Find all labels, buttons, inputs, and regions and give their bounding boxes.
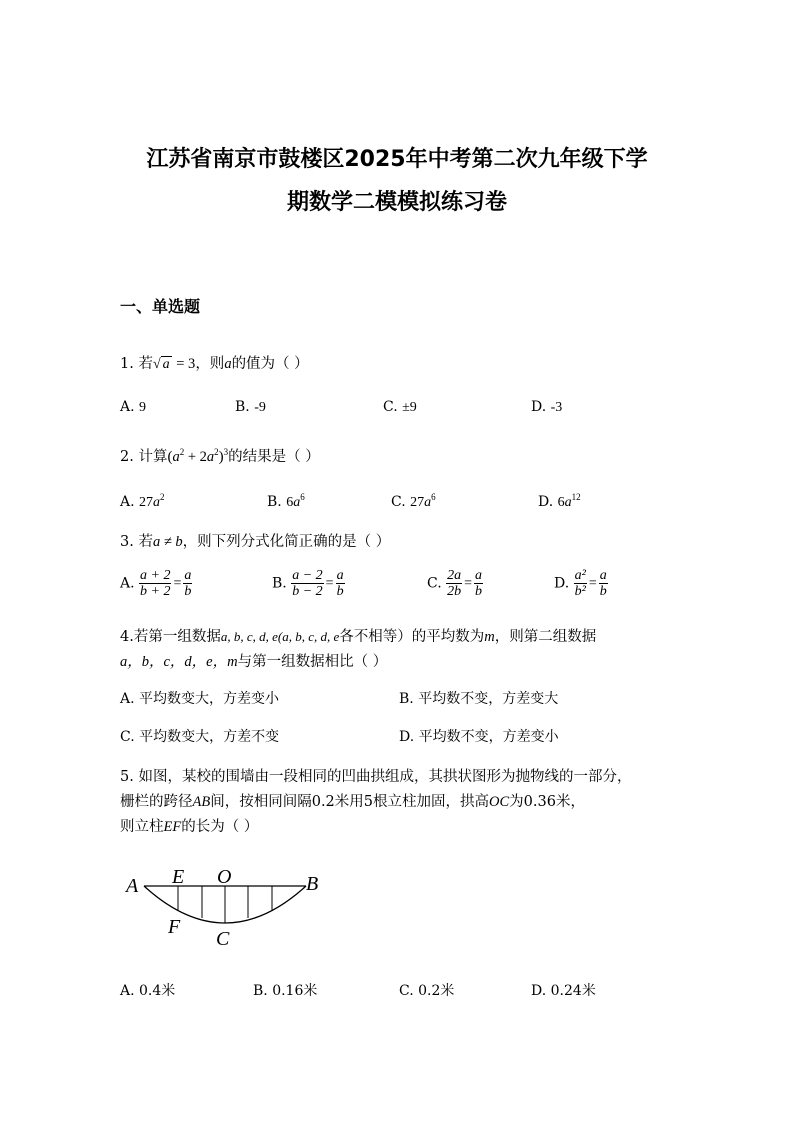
segment-label: AB xyxy=(192,794,211,810)
q4-option-c[interactable]: C. 平均数变大，方差不变 xyxy=(120,729,280,745)
question-4-line1 xyxy=(120,625,596,646)
power-expression: $(a^2 + 2a^2)^3$ xyxy=(167,447,229,465)
question-text: 各不相等）的平均数为 xyxy=(339,629,485,645)
label-f: F xyxy=(168,916,181,938)
variable-list: a，b，c，d，e，m xyxy=(120,654,238,670)
q3-option-b[interactable]: B. $\frac{a - 2}{b - 2}$ = $\frac{a}{b}$ xyxy=(272,568,344,599)
question-text: ，则下列分式化简正确的是（ ） xyxy=(182,534,391,550)
page-title-line2: 期数学二模模拟练习卷 xyxy=(286,190,507,215)
q1-option-c[interactable]: C. ±9 xyxy=(383,399,417,415)
question-text: 若第一组数据 xyxy=(133,629,221,645)
q2-option-c[interactable]: C. $27a^6$ xyxy=(391,492,436,510)
variable: m xyxy=(484,629,495,645)
question-text: 栅栏的跨径 xyxy=(120,794,193,810)
condition-expression: a ≠ b xyxy=(152,534,183,550)
question-5-line1: 5. 如图，某校的围墙由一段相同的凹曲拱组成，其拱状图形为抛物线的一部分， xyxy=(120,769,632,785)
label-c: C xyxy=(216,928,230,950)
section-heading-single-choice: 一、单选题 xyxy=(120,297,201,316)
q5-option-c[interactable]: C. 0.2米 xyxy=(399,983,455,999)
q5-option-a[interactable]: A. 0.4米 xyxy=(120,983,176,999)
equation-rhs: = 3 xyxy=(176,356,196,372)
q4-option-d[interactable]: D. 平均数不变，方差变小 xyxy=(399,729,559,745)
question-3 xyxy=(120,530,390,551)
question-text: 与第一组数据相比（ ） xyxy=(237,654,388,670)
question-1 xyxy=(120,352,309,373)
q4-option-a[interactable]: A. 平均数变大，方差变小 xyxy=(120,691,280,707)
label-a: A xyxy=(126,875,139,897)
question-2 xyxy=(120,445,320,466)
question-number: 2. xyxy=(120,449,134,465)
q4-option-b[interactable]: B. 平均数不变，方差变大 xyxy=(399,691,559,707)
q3-option-c[interactable]: C. $\frac{2a}{2b}$ = $\frac{a}{b}$ xyxy=(427,568,483,599)
question-text: 为0.36米， xyxy=(509,794,585,810)
page-title-line1: 江苏省南京市鼓楼区2025年中考第二次九年级下学 xyxy=(146,147,648,172)
q2-option-d[interactable]: D. $6a^{12}$ xyxy=(538,492,581,510)
question-text: 间，按相同间隔0.2米用5根立柱加固，拱高 xyxy=(210,794,490,810)
question-text: 的长为（ ） xyxy=(181,819,259,835)
question-4-line2 xyxy=(120,650,387,671)
label-o: O xyxy=(217,866,232,888)
variable-list: a, b, c, d, e xyxy=(220,629,278,644)
q5-option-d[interactable]: D. 0.24米 xyxy=(531,983,596,999)
q1-option-a[interactable]: A. 9 xyxy=(120,399,147,415)
question-text: 若 xyxy=(138,356,153,372)
question-5-line2 xyxy=(120,790,585,811)
q5-option-b[interactable]: B. 0.16米 xyxy=(253,983,318,999)
q2-option-a[interactable]: A. $27a^2$ xyxy=(120,492,165,510)
arch-figure xyxy=(120,860,340,955)
sqrt-expression: √ a xyxy=(152,357,170,372)
question-text: 的值为（ ） xyxy=(231,356,309,372)
variable: a xyxy=(224,356,232,372)
q3-option-d[interactable]: D. $\frac{\text{a²}}{\text{b²}}$ = $\frac{a}{b}$ xyxy=(554,568,607,599)
segment-label: EF xyxy=(163,819,182,835)
variable-list: (a, b, c, d, e xyxy=(277,629,340,644)
question-text: 若 xyxy=(138,534,153,550)
question-text: ，则第二组数据 xyxy=(494,629,597,645)
q1-option-d[interactable]: D. -3 xyxy=(531,399,563,415)
question-text: ，则 xyxy=(195,356,225,372)
label-e: E xyxy=(172,866,185,888)
q1-option-b[interactable]: B. -9 xyxy=(235,399,266,415)
question-text: 则立柱 xyxy=(120,819,164,835)
question-number: 3. xyxy=(120,534,134,550)
question-text: 计算 xyxy=(138,449,168,465)
question-number: 1. xyxy=(120,356,134,372)
q3-option-a[interactable]: A. $\frac{a + 2}{b + 2}$ = $\frac{a}{b}$ xyxy=(120,568,192,599)
label-b: B xyxy=(306,873,319,895)
question-5-line3 xyxy=(120,815,258,836)
q2-option-b[interactable]: B. $6a^6$ xyxy=(267,492,305,510)
question-text: 的结果是（ ） xyxy=(228,449,320,465)
segment-label: OC xyxy=(489,794,510,810)
question-number: 4. xyxy=(120,629,134,645)
